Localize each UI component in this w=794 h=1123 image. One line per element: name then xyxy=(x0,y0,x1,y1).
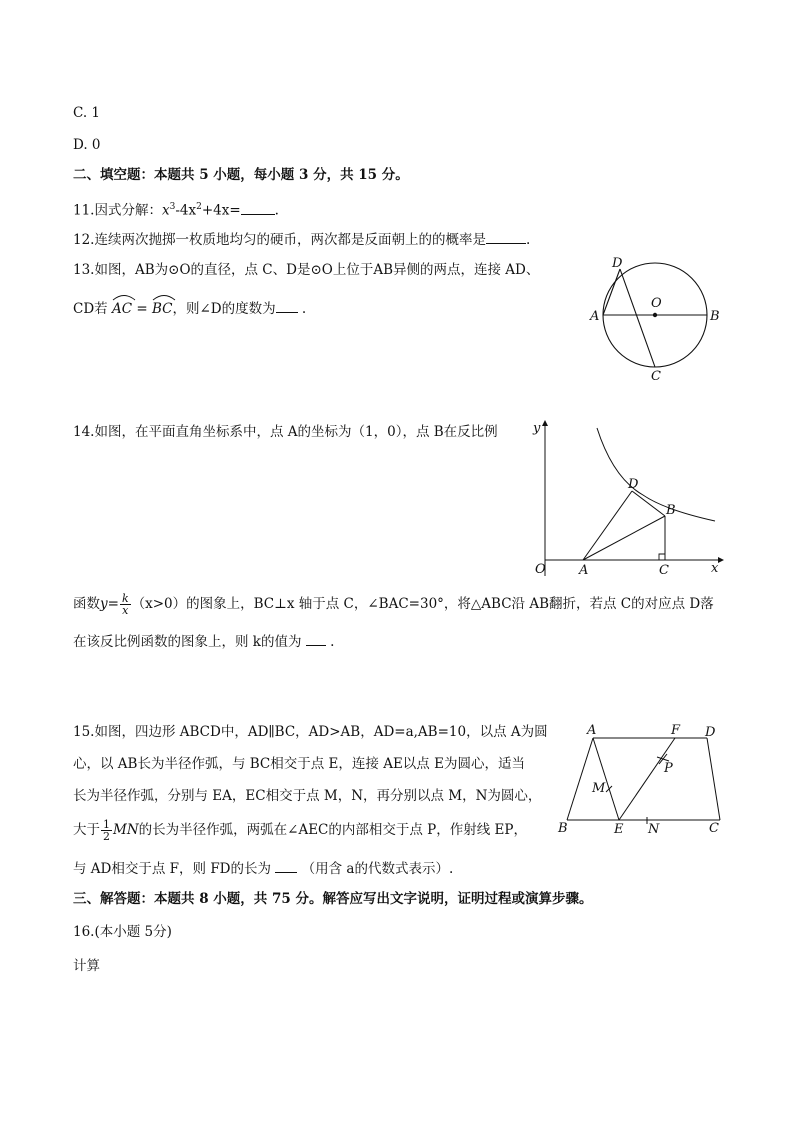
coordinate-figure xyxy=(525,418,725,584)
choice-d: D. 0 xyxy=(73,137,101,153)
label-x: x xyxy=(711,561,719,576)
label-a: A xyxy=(579,563,589,578)
answer-blank[interactable] xyxy=(276,298,298,313)
label-e: E xyxy=(614,822,624,837)
q11-expr-c: +4x= xyxy=(201,202,241,219)
label-a: A xyxy=(587,723,597,738)
q14-y-eq: y= xyxy=(100,596,119,612)
label-d: D xyxy=(612,256,623,271)
q13-eq: = xyxy=(132,301,152,317)
section-2-heading: 二、填空题：本题共 5 小题，每小题 3 分，共 15 分。 xyxy=(73,167,409,183)
fraction-k-over-x: $\frac{k}{x}$ xyxy=(121,592,129,617)
q13-line2a: CD若 xyxy=(73,301,108,317)
arc-bc: BC xyxy=(152,296,173,318)
answer-blank[interactable] xyxy=(486,229,526,244)
q11-end: . xyxy=(274,202,279,219)
question-16-title: 16.(本小题 5分) xyxy=(73,924,172,940)
quadrilateral-figure xyxy=(555,720,730,844)
answer-blank[interactable] xyxy=(275,858,297,873)
q11-expr-a: x xyxy=(161,202,170,219)
question-11: 11.因式分解：$x^3-4x^2+4x=$ . xyxy=(73,198,279,220)
label-n: N xyxy=(648,822,660,837)
label-b: B xyxy=(710,309,720,324)
question-14-line-1: 14.如图，在平面直角坐标系中，点 A的坐标为（1，0），点 B在反比例 xyxy=(73,424,498,440)
question-16-label: 计算 xyxy=(73,958,100,974)
fraction-one-half: $\frac{1}{2}$ xyxy=(103,818,110,843)
question-15-line-4: 大于 $\frac{1}{2}$ MN的长为半径作弧，两弧在∠AEC的内部相交于点 P，作射线 EP， xyxy=(73,818,527,843)
question-15-line-2: 心，以 AB长为半径作弧，与 BC相交于点 E，连接 AE以点 E为圆心，适当 xyxy=(73,756,525,772)
q12-end: . xyxy=(525,232,531,248)
question-15-line-1: 15.如图，四边形 ABCD中，AD∥BC，AD>AB，AD=a,AB=10，以点 A为圆 xyxy=(73,724,548,740)
circle-figure xyxy=(585,255,725,389)
question-14-line-2 xyxy=(73,593,714,616)
question-15-line-5: 与 AD相交于点 F，则 FD的长为 （用含 a的代数式表示）. xyxy=(73,858,453,878)
label-c: C xyxy=(651,369,661,384)
label-a: A xyxy=(590,309,600,324)
q13-end: . xyxy=(301,301,307,317)
label-y: y xyxy=(533,421,541,436)
q11-prefix: 11.因式分解： xyxy=(73,202,162,219)
label-p: P xyxy=(664,761,673,776)
label-d: D xyxy=(705,725,716,740)
label-o: O xyxy=(651,296,662,311)
question-13-line-1: 13.如图，AB为⊙O的直径，点 C、D是⊙O上位于AB异侧的两点，连接 AD、 xyxy=(73,262,540,278)
q11-expr-b: -4x xyxy=(175,202,197,219)
label-m: M xyxy=(592,781,606,796)
arc-ac: AC xyxy=(112,296,132,318)
label-b: B xyxy=(558,821,568,836)
question-14-line-3: 在该反比例函数的图象上，则 k的值为 . xyxy=(73,631,334,651)
answer-blank[interactable] xyxy=(241,200,275,215)
q14-line2b: （x>0）的图象上，BC⊥x 轴于点 C，∠BAC=30°，将△ABC沿 AB翻折，若点 C的对应点 D落 xyxy=(131,596,714,612)
q13-line2b: ，则∠D的度数为 xyxy=(172,301,276,317)
section-3-heading: 三、解答题：本题共 8 小题，共 75 分。解答应写出文字说明，证明过程或演算步骤。 xyxy=(73,891,593,907)
label-d: D xyxy=(628,477,639,492)
question-12 xyxy=(73,229,530,249)
label-f: F xyxy=(671,723,681,738)
q14-line2a: 函数 xyxy=(73,596,100,612)
q12-text: 12.连续两次抛掷一枚质地均匀的硬币，两次都是反面朝上的的概率是 xyxy=(73,232,486,248)
label-o: O xyxy=(535,562,546,577)
label-c: C xyxy=(709,821,719,836)
choice-c: C. 1 xyxy=(73,105,101,121)
label-c: C xyxy=(659,563,669,578)
question-13-line-2 xyxy=(73,296,306,318)
q15-mn: MN xyxy=(113,822,139,838)
label-b: B xyxy=(666,503,676,518)
answer-blank[interactable] xyxy=(306,631,326,646)
question-15-line-3: 长为半径作弧，分别与 EA，EC相交于点 M，N，再分别以点 M，N为圆心， xyxy=(73,788,542,804)
